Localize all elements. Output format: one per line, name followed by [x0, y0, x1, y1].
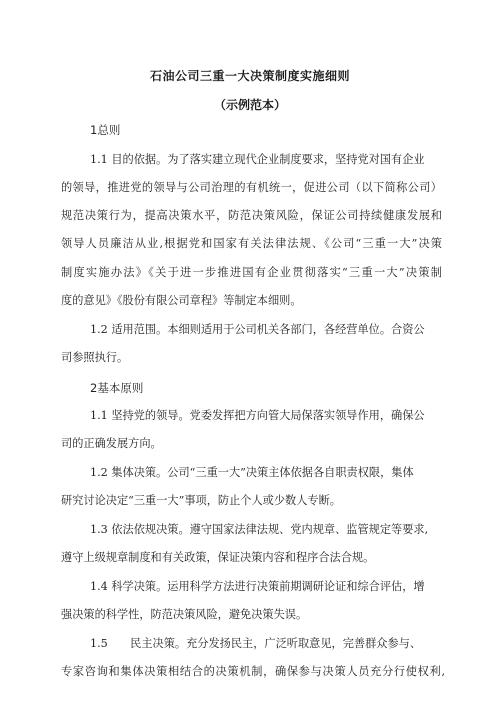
paragraph-line: 司的正确发展方向。 [61, 437, 162, 450]
document-subtitle: （示例范本） [213, 98, 286, 112]
paragraph-line: 的领导，推进党的领导与公司治理的有机统一，促进公司（以下简称公司） [61, 181, 442, 194]
paragraph-line: 规范决策行为，提高决策水平，防范决策风险，保证公司持续健康发展和 [61, 209, 442, 222]
paragraph-line: 1.4 科学决策。运用科学方法进行决策前期调研论证和综合评估，增 [90, 580, 425, 593]
paragraph-line: 1.3 依法依规决策。遵守国家法律法规、党内规章、监管规定等要求, [90, 523, 429, 536]
paragraph-line: 研究讨论决定“三重一大”事项，防止个人或少数人专断。 [61, 494, 341, 507]
paragraph-line: 1.2 适用范围。本细则适用于公司机关各部门，各经营单位。合资公 [90, 323, 425, 336]
paragraph-line: 强决策的科学性，防范决策风险，避免决策失误。 [61, 608, 308, 621]
paragraph-line: 遵守上级规章制度和有关政策，保证决策内容和程序合法合规。 [61, 551, 375, 564]
paragraph-line: 1.5 民主决策。充分发扬民主，广泛听取意见，完善群众参与、 [90, 637, 422, 650]
paragraph-line: 司参照执行。 [61, 351, 129, 364]
paragraph-line: 制度实施办法》《关于进一步推进国有企业贯彻落实“三重一大”决策制 [61, 266, 442, 279]
paragraph-line: 1.1 坚持党的领导。党委发挥把方向管大局保落实领导作用，确保公 [90, 409, 425, 422]
section-heading-general: 1总则 [90, 123, 121, 137]
paragraph-line: 1.1 目的依据。为了落实建立现代企业制度要求，坚持党对国有企业 [90, 153, 425, 166]
paragraph-line: 专家咨询和集体决策相结合的决策机制，确保参与决策人员充分行使权利, [61, 665, 445, 678]
paragraph-line: 度的意见》《股份有限公司章程》等制定本细则。 [61, 294, 302, 307]
document-title: 石油公司三重一大决策制度实施细则 [149, 69, 350, 83]
paragraph-line: 1.2 集体决策。公司“三重一大”决策主体依据各自职责权限，集体 [90, 466, 414, 479]
paragraph-line: 领导人员廉洁从业,根据党和国家有关法律法规、《公司“三重一大”决策 [61, 237, 442, 250]
section-heading-principles: 2基本原则 [90, 381, 144, 395]
